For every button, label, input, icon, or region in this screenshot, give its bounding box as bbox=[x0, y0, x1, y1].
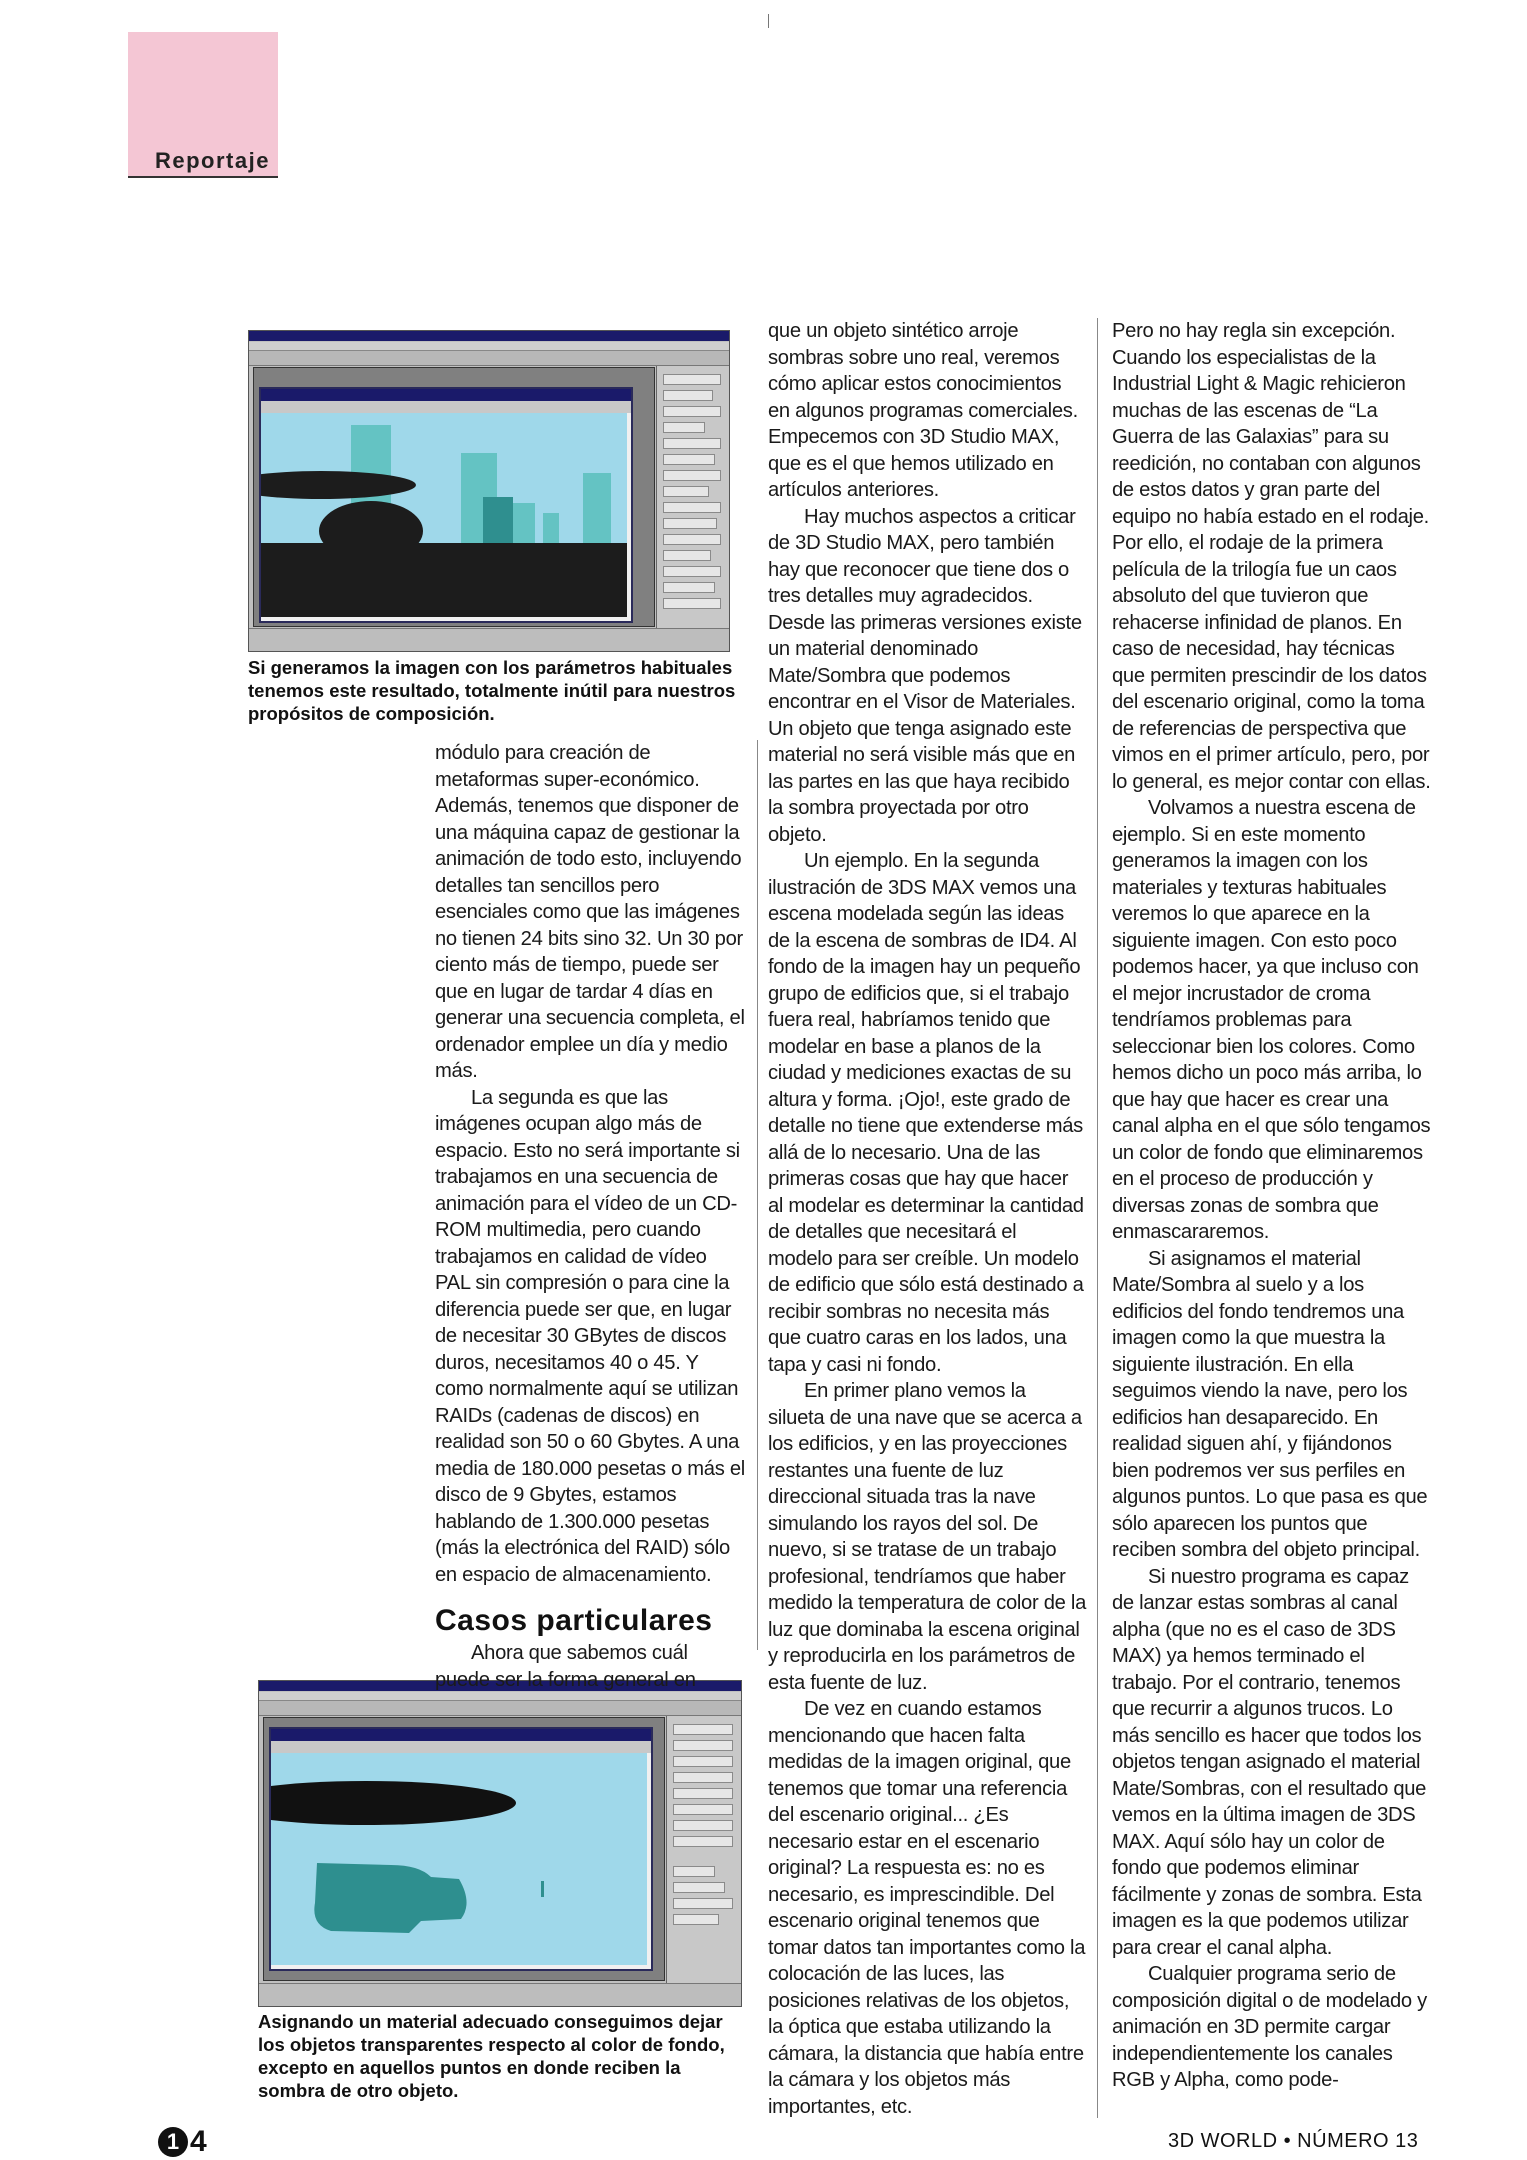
render-window-toolbar bbox=[271, 1741, 651, 1753]
menu-bar bbox=[249, 342, 729, 351]
paragraph: La segunda es que las imágenes ocupan algo más de espacio. Esto no será importante si trabajamos en una secuencia de animación para el vídeo de un CD-ROM multimedia, pero cuando trabajamos en calidad de vídeo PAL sin compresión o para cine la diferencia puede ser que, en lugar de necesitar 30 GBytes de discos duros, necesitamos 40 o 45. Y como normalmente aquí se utilizan RAIDs (cadenas de discos) en realidad son 50 o 60 Gbytes. A una media de 180.000 pesetas o más el disco de 9 Gbytes, estamos hablando de 1.300.000 pesetas (más la electrónica del RAID) sólo en espacio de almacenamiento. bbox=[435, 1086, 745, 1586]
render-window-titlebar bbox=[261, 389, 631, 401]
issue-label: 3D WORLD • NÚMERO 13 bbox=[1168, 2130, 1419, 2152]
page-number-suffix: 4 bbox=[190, 2125, 207, 2158]
shadow-mark bbox=[541, 1881, 544, 1897]
command-panel bbox=[666, 1716, 741, 1983]
article-column-2 bbox=[768, 318, 1086, 2120]
toolbar bbox=[249, 351, 729, 366]
render-scene bbox=[271, 1753, 647, 1965]
paragraph: Si asignamos el material Mate/Sombra al suelo y a los edificios del fondo tendremos una imagen como la que muestra la siguiente ilustración. En ella seguimos viendo la nave, pero los edificios han desaparecido. En realidad siguen ahí, y fijándonos bien podremos ver sus perfiles en algunos puntos. Lo que pasa es que sólo aparecen los puntos que reciben sombra del objeto principal. bbox=[1112, 1247, 1428, 1561]
paragraph: De vez en cuando estamos mencionando que hacen falta medidas de la imagen original, que tenemos que tomar una referencia del escenario original... ¿Es necesario estar en el escenario original? La respuesta es: no es necesario, es imprescindible. Del escenario original tenemos que tomar datos tan importantes como la colocación de las luces, las posiciones relativas de los objetos, la óptica que estaba utilizando la cámara, la distancia que había entre la cámara y los objetos más importantes, etc. bbox=[768, 1698, 1086, 2118]
ground bbox=[261, 543, 627, 617]
figure-1-caption: Si generamos la imagen con los parámetros habituales tenemos este resultado, totalmente inútil para nuestros propósitos de composición. bbox=[248, 657, 736, 724]
toolbar bbox=[259, 1701, 741, 1716]
paragraph: Ahora que sabemos cuál puede ser la forma general en bbox=[435, 1642, 696, 1691]
section-rule bbox=[128, 176, 278, 178]
command-panel bbox=[656, 366, 729, 628]
render-window bbox=[269, 1727, 653, 1971]
render-window-titlebar bbox=[271, 1729, 651, 1741]
section-heading: Casos particulares bbox=[435, 1604, 713, 1637]
article-column-1 bbox=[435, 740, 745, 1693]
figure-2-caption: Asignando un material adecuado conseguimos dejar los objetos transparentes respecto al color de fondo, excepto en aquellos puntos en donde reciben la sombra de otro objeto. bbox=[258, 2011, 725, 2101]
paragraph: Cualquier programa serio de composición digital o de modelado y animación en 3D permite cargar independientemente los canales RGB y Alpha, como pode- bbox=[1112, 1963, 1427, 2091]
render-window bbox=[259, 387, 633, 623]
figure-2-screenshot bbox=[258, 1680, 742, 2007]
column-rule bbox=[1097, 318, 1098, 2118]
paragraph: En primer plano vemos la silueta de una nave que se acerca a los edificios, y en las proyecciones restantes una fuente de luz direccional situada tras la nave simulando los rayos del sol. De nuevo, si se tratase de un trabajo profesional, tendríamos que haber medido la temperatura de color de la luz que dominaba la escena original y reproducirla en los parámetros de esta fuente de luz. bbox=[768, 1380, 1086, 1694]
menu-bar bbox=[259, 1692, 741, 1701]
paragraph: Un ejemplo. En la segunda ilustración de 3DS MAX vemos una escena modelada según las ideas de la escena de sombras de ID4. Al fondo de la imagen hay un pequeño grupo de edificios que, si el trabajo fuera real, habríamos tenido que modelar en base a planos de la ciudad y mediciones exactas de su altura y forma. ¡Ojo!, este grado de detalle no tiene que extenderse más allá de lo necesario. Una de las primeras cosas que hay que hacer al modelar es determinar la cantidad de detalles que necesitará el modelo para ser creíble. Un modelo de edificio que sólo está destinado a recibir sombras no necesita más que cuatro caras en los lados, una tapa y casi ni fondo. bbox=[768, 850, 1084, 1376]
paragraph: módulo para creación de metaformas super-económico. Además, tenemos que disponer de una máquina capaz de gestionar la animación de todo esto, incluyendo detalles tan sencillos pero esenciales como que las imágenes no tienen 24 bits sino 32. Un 30 por ciento más de tiempo, puede ser que en lugar de tardar 4 días en generar una secuencia completa, el ordenador emplee un día y medio más. bbox=[435, 742, 745, 1082]
status-bar bbox=[249, 628, 729, 651]
paragraph: Volvamos a nuestra escena de ejemplo. Si en este momento generamos la imagen con los materiales y texturas habituales veremos lo que aparece en la siguiente imagen. Con esto poco podemos hacer, ya que incluso con el mejor incrustador de croma tendríamos problemas para seleccionar bien los colores. Como hemos dicho un poco más arriba, lo que hay que hacer es crear una canal alpha en el que sólo tengamos un color de fondo que eliminaremos en el proceso de producción y diversas zonas de sombra que enmascararemos. bbox=[1112, 797, 1431, 1243]
top-crop-mark bbox=[768, 14, 769, 28]
paragraph: Si nuestro programa es capaz de lanzar estas sombras al canal alpha (que no es el caso de 3DS MAX) ya hemos terminado el trabajo. Por el contrario, tenemos que recurrir a algunos trucos. Lo más sencillo es hacer que todos los objetos tengan asignado el material Mate/Sombras, con el resultado que vemos en la última imagen de 3DS MAX. Aquí sólo hay un color de fondo que podemos eliminar fácilmente y zonas de sombra. Esta imagen es la que podemos utilizar para crear el canal alpha. bbox=[1112, 1565, 1427, 1959]
column-rule bbox=[757, 740, 758, 1650]
render-scene bbox=[261, 413, 627, 617]
paragraph: Hay muchos aspectos a criticar de 3D Studio MAX, pero también hay que reconocer que tiene dos o tres detalles muy agradecidos. Desde las primeras versiones existe un material denominado Mate/Sombra que podemos encontrar en el Visor de Materiales. Un objeto que tenga asignado este material no será visible más que en las partes en las que haya recibido la sombra proyectada por otro objeto. bbox=[768, 505, 1082, 846]
status-bar bbox=[259, 1983, 741, 2006]
article-column-3 bbox=[1112, 318, 1432, 2094]
section-label: Reportaje bbox=[155, 148, 270, 173]
page-number bbox=[158, 2125, 207, 2159]
render-window-toolbar bbox=[261, 401, 631, 413]
paragraph: que un objeto sintético arroje sombras sobre uno real, veremos cómo aplicar estos conocimientos en algunos programas comerciales. Empecemos con 3D Studio MAX, que es el que hemos utilizado en artículos anteriores. bbox=[768, 320, 1078, 501]
window-titlebar bbox=[249, 331, 729, 341]
figure-1-screenshot bbox=[248, 330, 730, 652]
page-number-circle: 1 bbox=[158, 2127, 188, 2157]
paragraph: Pero no hay regla sin excepción. Cuando los especialistas de la Industrial Light & Magic rehicieron muchas de las escenas de “La Guerra de las Galaxias” para su reedición, no contaban con algunos de estos datos y gran parte del equipo no había estado en el rodaje. Por ello, el rodaje de la primera película de la trilogía fue un caos absoluto del que tuvieron que rehacerse infinidad de planos. En caso de necesidad, hay técnicas que permiten prescindir de los datos del escenario original, como la toma de referencias de perspectiva que vimos en el primer artículo, pero, por lo general, es mejor contar con ellas. bbox=[1112, 320, 1431, 793]
